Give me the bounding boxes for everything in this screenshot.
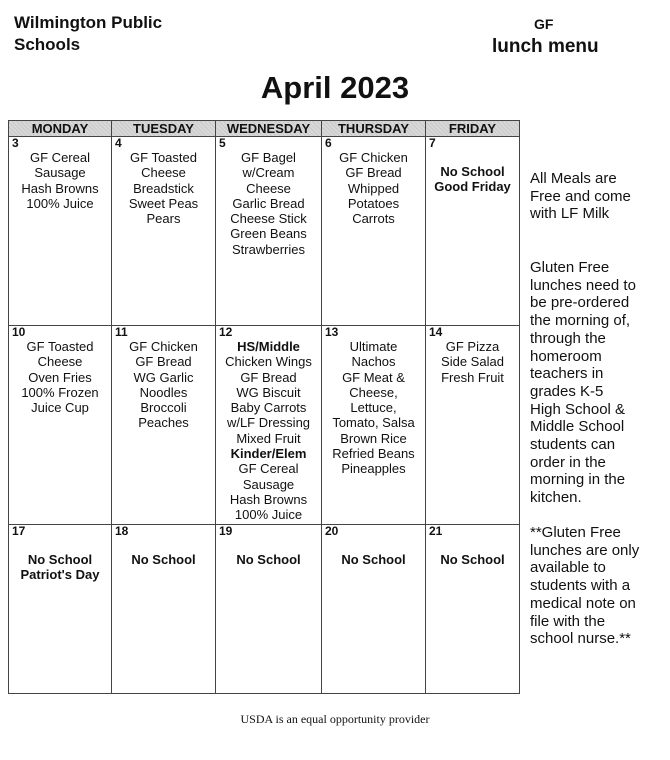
menu-item: Side Salad	[441, 354, 504, 370]
note-line: lunches need to	[530, 276, 636, 294]
menu-item: Cheese	[37, 354, 83, 370]
no-school-note: No School	[440, 552, 505, 567]
note-line: Middle School	[530, 418, 625, 436]
day-cell	[426, 326, 520, 525]
note-line: grades K-5	[530, 382, 604, 400]
no-school-note: No School	[236, 552, 301, 567]
menu-item: Sausage	[34, 165, 86, 181]
no-school-note: No School	[440, 164, 505, 179]
usda-footer: USDA is an equal opportunity provider	[240, 712, 430, 726]
menu-item: Mixed Fruit	[236, 430, 301, 446]
day-header-tuesday: TUESDAY	[112, 121, 216, 137]
district-name-line1: Wilmington Public	[14, 13, 163, 32]
note-line: with LF Milk	[530, 205, 610, 223]
date-number: 12	[219, 325, 233, 339]
note-line: morning in the	[530, 471, 626, 489]
menu-item: GF Chicken	[129, 339, 198, 354]
menu-item: Nachos	[351, 354, 396, 370]
day-cell	[112, 137, 216, 326]
menu-item: Cheese	[141, 165, 186, 181]
menu-item: Cheese Stick	[230, 211, 307, 227]
menu-item: GF Bread	[240, 369, 297, 385]
menu-item: WG Garlic	[133, 369, 194, 385]
date-number: 14	[429, 325, 443, 339]
menu-item: w/LF Dressing	[226, 415, 311, 431]
menu-item: Pineapples	[341, 461, 406, 477]
note-line: students can	[530, 436, 616, 454]
menu-item: GF Chicken	[339, 150, 408, 165]
note-line: kitchen.	[530, 489, 582, 507]
no-school-note: No School	[131, 552, 196, 567]
date-number: 7	[429, 136, 436, 150]
day-cell	[9, 525, 112, 694]
menu-item: Tomato, Salsa	[332, 415, 415, 431]
menu-item: Green Beans	[230, 226, 307, 242]
note-line: order in the	[530, 453, 606, 471]
menu-item: Hash Browns	[21, 180, 99, 196]
day-cell	[9, 326, 112, 525]
menu-item: Sweet Peas	[128, 195, 199, 211]
week-row	[9, 326, 520, 525]
menu-item: Oven Fries	[28, 369, 92, 385]
date-number: 13	[325, 325, 339, 339]
menu-item: Ultimate	[349, 339, 398, 354]
note-line: school nurse.**	[530, 630, 631, 648]
menu-item: WG Biscuit	[236, 384, 301, 400]
note-line: High School &	[530, 400, 626, 418]
note-line: teachers in	[530, 365, 604, 383]
note-line: lunches are only	[530, 541, 640, 559]
day-cell	[9, 137, 112, 326]
menu-item: 100% Juice	[26, 195, 94, 211]
day-cell	[322, 137, 426, 326]
menu-item: Kinder/Elem	[230, 446, 307, 462]
menu-item: Noodles	[139, 384, 188, 400]
note-line: medical note on	[530, 594, 636, 612]
day-header-friday: FRIDAY	[426, 121, 520, 137]
menu-item: GF Pizza	[445, 339, 500, 354]
date-number: 6	[325, 136, 332, 150]
day-cell	[112, 525, 216, 694]
date-number: 11	[115, 325, 128, 339]
menu-item: GF Bread	[345, 165, 402, 181]
date-number: 4	[115, 136, 122, 150]
note-line: be pre-ordered	[530, 294, 630, 312]
note-line: the morning of,	[530, 312, 631, 330]
menu-item: Juice Cup	[31, 400, 89, 416]
date-number: 5	[219, 136, 226, 150]
date-number: 21	[429, 524, 443, 538]
menu-item: Garlic Bread	[232, 195, 305, 211]
note-line: file with the	[530, 612, 606, 630]
menu-item: GF Meat &	[342, 369, 405, 385]
note-line: through the	[530, 329, 606, 347]
note-line: homeroom	[530, 347, 602, 365]
note-line: Gluten Free	[530, 259, 610, 276]
menu-item: Refried Beans	[332, 446, 415, 462]
day-cell	[426, 137, 520, 326]
lunch-menu-label: lunch menu	[492, 36, 599, 57]
menu-item: 100% Juice	[234, 507, 303, 523]
date-number: 3	[12, 136, 19, 150]
date-number: 19	[219, 524, 233, 538]
note-line: Free and come	[530, 187, 631, 205]
day-cell	[426, 525, 520, 694]
page-title: April 2023	[260, 70, 410, 105]
district-name-line2: Schools	[14, 35, 81, 54]
day-cell	[216, 525, 322, 694]
week-row	[9, 137, 520, 326]
gluten-free-preorder-note	[530, 259, 660, 507]
day-header-wednesday: WEDNESDAY	[216, 121, 322, 137]
date-number: 20	[325, 524, 339, 538]
no-school-note: No School	[341, 552, 406, 567]
menu-item: GF Cereal	[238, 461, 299, 477]
note-line: All Meals are	[530, 170, 617, 187]
menu-item: GF Toasted	[26, 339, 94, 354]
day-cell	[322, 326, 426, 525]
menu-item: GF Bread	[135, 354, 192, 370]
menu-item: Sausage	[242, 476, 295, 492]
note-line: available to	[530, 559, 606, 577]
menu-item: GF Cereal	[30, 150, 90, 165]
note-line: **Gluten Free	[530, 524, 621, 541]
meals-free-note	[530, 170, 660, 223]
menu-item: Broccoli	[140, 400, 187, 416]
day-header-monday: MONDAY	[9, 121, 112, 137]
medical-note-notice	[530, 524, 660, 648]
menu-item: w/Cream	[242, 165, 295, 181]
menu-item: HS/Middle	[237, 339, 300, 354]
menu-item: Whipped	[347, 180, 400, 196]
date-number: 17	[12, 524, 26, 538]
menu-item: Chicken Wings	[225, 354, 312, 370]
day-cell	[216, 137, 322, 326]
menu-item: Brown Rice	[340, 430, 407, 446]
menu-item: GF Bagel	[241, 150, 296, 165]
menu-item: Carrots	[352, 211, 395, 227]
menu-item: Breadstick	[133, 180, 194, 196]
menu-calendar	[8, 120, 520, 694]
day-header-row	[9, 121, 520, 137]
day-header-thursday: THURSDAY	[322, 121, 426, 137]
menu-item: Lettuce,	[350, 400, 397, 416]
menu-item: Baby Carrots	[230, 400, 307, 416]
date-number: 18	[115, 524, 129, 538]
note-line: students with a	[530, 577, 631, 595]
no-school-note: No School	[27, 552, 93, 567]
menu-item: Cheese	[246, 180, 291, 196]
menu-item: Strawberries	[232, 241, 305, 257]
date-number: 10	[12, 325, 26, 339]
no-school-note: Good Friday	[434, 179, 511, 195]
day-cell	[322, 525, 426, 694]
district-name	[14, 12, 214, 56]
day-cell	[112, 326, 216, 525]
menu-item: Hash Browns	[229, 491, 308, 507]
week-row	[9, 525, 520, 694]
menu-item: Peaches	[138, 415, 189, 431]
menu-item: Cheese,	[349, 384, 398, 400]
menu-item: 100% Frozen	[21, 384, 99, 400]
menu-item: Pears	[146, 211, 181, 227]
menu-item: Potatoes	[347, 195, 400, 211]
menu-item: GF Toasted	[130, 150, 197, 165]
menu-item: Fresh Fruit	[441, 369, 504, 385]
day-cell	[216, 326, 322, 525]
no-school-note: Patriot's Day	[20, 567, 100, 583]
gf-label: GF	[534, 16, 554, 32]
